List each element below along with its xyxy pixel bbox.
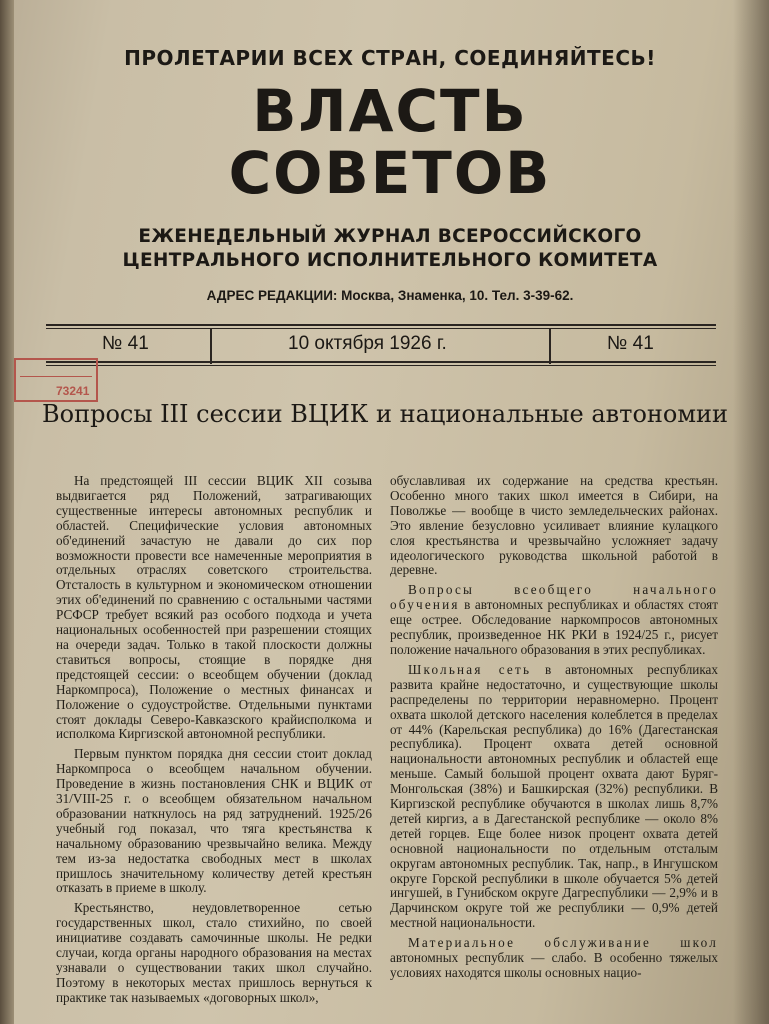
paragraph-text: в автономных республиках развита крайне недостаточно, и существующие школы распределены по территории неравномерно. Процент охвата школой детского населения колеблется в пределах от 44% (Карельская республика) до 16% (Дагестанская республика). Процент охвата детей основной национальности автономных республик и областей еще меньше. Самый большой процент охвата дают Буряг-Монгольская (38%) и Башкирская (32%) республики. В Киргизской республике обучаются в школах лишь 8,7% детей киргиз, а в Дагестанской республике — около 8% детей горцев. Еще более низок процент охвата детей основной национальности по отдельным отсталым округам автономных республик. Так, напр., в Ингушском округе Горской республики в школе обучается 5% детей ингушей, в Гунибском округе Дагреспублики — 2,9% и в Дарчинском округе той же республики — 0,9% детей местной национальности. <box>390 661 718 931</box>
issue-bar-bottom-rule <box>46 361 716 363</box>
masthead-slogan: ПРОЛЕТАРИИ ВСЕХ СТРАН, СОЕДИНЯЙТЕСЬ! <box>124 46 656 70</box>
paragraph: На предстоящей III сессии ВЦИК XII созыва выдвигается ряд Положений, затрагивающих существенные интересы автономных республик и областей. Специфические условия автономных об'единений зачастую не давали до сих пор возможности провести все намеченные мероприятия в отдельных отраслях советского строительства. Отсталость в культурном и экономическом отношении этих об'единений по сравнению с остальными частями РСФСР требует всякий раз особого подхода и учета национальных особенностей при разрешении стоящих на очереди задач. Только в такой плоскости должны ставиться вопросы, стоящие в порядке дня предстоящей сессии: о всеобщем обучении (доклад Наркомпроса), Положение о местных финансах и Положение о судоустройстве. Отдельными пунктами стоят доклады Северо-Кавказского крайисполкома и исполкома Киргизской автономной республики. <box>56 473 372 742</box>
paragraph: Крестьянство, неудовлетворенное сетью государственных школ, стало стихийно, по своей инициативе создавать самочинные школы. Не редки случаи, когда органы народного образования на местах узнавали о существовании таких школ случайно. Поэтому в некоторых местах пришлось вернуться к практике так называемых «договорных школ», <box>56 900 372 1005</box>
editorial-address: АДРЕС РЕДАКЦИИ: Москва, Знаменка, 10. Тел. 3-39-62. <box>206 288 574 303</box>
paragraph: Первым пунктом порядка дня сессии стоит доклад Наркомпроса о всеобщем начальном обучении. Проведение в жизнь постановления СНК и ВЦИК от 31/VIII-25 г. о всеобщем обязательном начальном образовании наткнулось на ряд затруднений. 1925/26 учебный год показал, что тяга крестьянства к начальному образованию чрезвычайно велика. Между тем из-за недостатка свободных мест в школах пришлось значительному количеству детей крестьян отказать в приеме в школу. <box>56 746 372 896</box>
paragraph: обуславливая их содержание на средства крестьян. Особенно много таких школ имеется в Сибири, на Поволжье — вообще в чисто земледельческих районах. Это явление безусловно усиливает влияние кулацкого слоя крестьянства и чрезвычайно усложняет задачу идеологического руководства школьной работой в деревне. <box>390 473 718 578</box>
issue-number-right: № 41 <box>607 333 654 354</box>
masthead-title-line1: ВЛАСТЬ <box>252 77 528 145</box>
issue-bar-top-rule <box>46 324 716 326</box>
paragraph-text: в автономных республиках и областях стоят еще острее. Обследование наркомпросов автономных республик, произведенное НК РКИ в 1924/25 г., рисует положение начального образования в этих республиках. <box>390 597 718 657</box>
page-binding-shadow <box>0 0 14 1024</box>
paragraph-text: автономных республик — слабо. В особенно тяжелых условиях находятся школы основных нацио- <box>390 950 718 980</box>
paragraph <box>390 583 718 658</box>
spaced-lead-phrase: Вопросы всеобщего начального обучения <box>390 582 718 613</box>
article-column-right <box>390 474 718 986</box>
spaced-lead-phrase: Школьная сеть <box>408 661 532 677</box>
article-column-left <box>56 474 372 1011</box>
issue-bar-top-rule-thin <box>46 328 716 329</box>
article-title: Вопросы III сессии ВЦИК и национальные автономии <box>42 400 728 428</box>
library-stamp-header <box>20 364 92 377</box>
spaced-lead-phrase: Материальное обслуживание школ <box>408 935 718 951</box>
issue-number-left: № 41 <box>102 333 149 354</box>
masthead-title-line2: СОВЕТОВ <box>228 139 552 207</box>
paragraph <box>390 936 718 981</box>
library-stamp <box>14 358 98 402</box>
library-stamp-number: 73241 <box>56 384 90 398</box>
issue-bar-divider-left <box>210 328 212 364</box>
issue-date: 10 октября 1926 г. <box>288 333 447 354</box>
masthead-subtitle-line2: ЦЕНТРАЛЬНОГО ИСПОЛНИТЕЛЬНОГО КОМИТЕТА <box>122 250 658 271</box>
issue-bar-bottom-rule-thin <box>46 365 716 366</box>
paragraph <box>390 663 718 931</box>
issue-bar-divider-right <box>549 328 551 364</box>
masthead-subtitle-line1: ЕЖЕНЕДЕЛЬНЫЙ ЖУРНАЛ ВСЕРОССИЙСКОГО <box>138 226 642 247</box>
